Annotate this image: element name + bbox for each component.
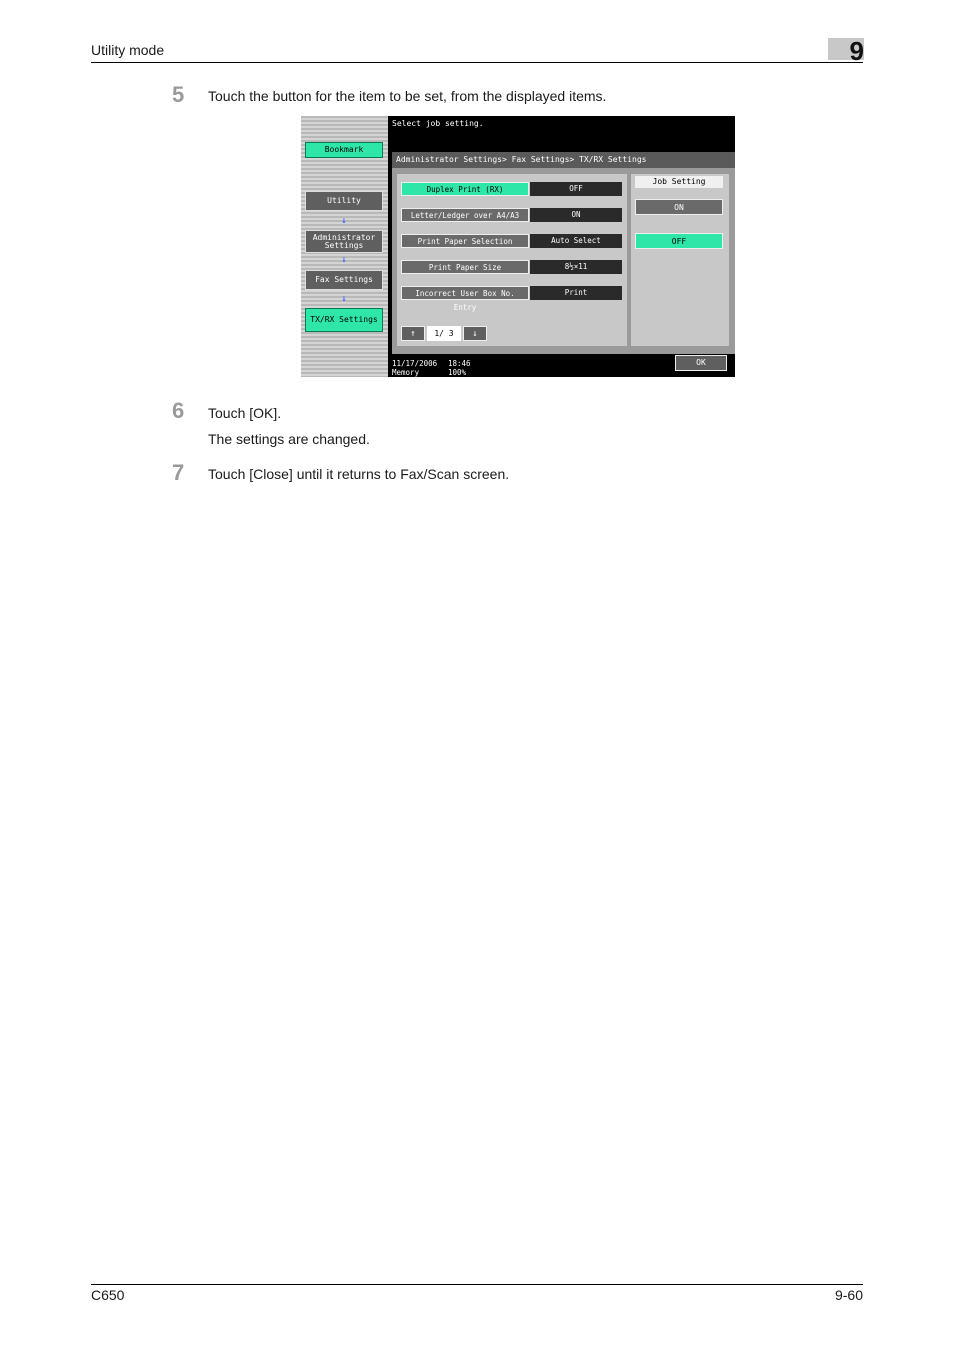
setting-duplex-print-button[interactable]: Duplex Print (RX) [401,182,529,196]
breadcrumb: Administrator Settings> Fax Settings> TX/RX Settings [392,152,735,168]
utility-button[interactable]: Utility [305,191,383,211]
step-text: Touch [OK]. [208,405,282,421]
setting-value: Print [530,286,622,300]
bookmark-button[interactable]: Bookmark [305,142,383,158]
step-number: 6 [172,398,185,423]
header-rule [91,62,863,63]
setting-incorrect-user-box-button[interactable]: Incorrect User Box No. Entry [401,286,529,300]
status-date [392,359,437,377]
step-text: Touch the button for the item to be set, from the displayed items. [208,88,607,104]
setting-value: OFF [530,182,622,196]
setting-print-paper-size-button[interactable]: Print Paper Size [401,260,529,274]
memory-value: 100% [448,368,467,377]
on-button[interactable]: ON [635,199,723,215]
job-setting-title: Job Setting [635,176,723,188]
step-number: 7 [172,460,185,485]
down-arrow-icon: ↓ [341,216,347,226]
running-header: Utility mode [91,42,165,58]
footer-page-number: 9-60 [834,1287,863,1303]
setting-print-paper-selection-button[interactable]: Print Paper Selection [401,234,529,248]
step-note: The settings are changed. [208,431,370,447]
page-indicator: 1/ 3 [427,326,461,341]
status-time [448,359,471,377]
setting-value: Auto Select [530,234,622,248]
control-panel-screenshot [301,116,735,377]
memory-label: Memory [392,368,420,377]
setting-value: 8½×11 [530,260,622,274]
down-arrow-icon: ↓ [341,294,347,304]
administrator-settings-button[interactable]: Administrator Settings [305,230,383,253]
step-text: Touch [Close] until it returns to Fax/Scan screen. [208,466,510,482]
fax-settings-button[interactable]: Fax Settings [305,270,383,290]
time-text: 18:46 [448,359,471,368]
footer-rule [91,1284,863,1285]
left-nav-panel [301,116,388,377]
footer-model: C650 [91,1287,125,1303]
tx-rx-settings-button[interactable]: TX/RX Settings [305,308,383,332]
ok-button[interactable]: OK [675,355,727,371]
setting-letter-ledger-button[interactable]: Letter/Ledger over A4/A3 [401,208,529,222]
screen-message: Select job setting. [392,119,484,128]
down-arrow-icon: ↓ [341,255,347,265]
page-up-button[interactable]: ↑ [401,326,425,341]
chapter-number: 9 [849,36,864,66]
setting-value: ON [530,208,622,222]
page-down-button[interactable]: ↓ [463,326,487,341]
off-button[interactable]: OFF [635,233,723,249]
date-text: 11/17/2006 [392,359,438,368]
step-number: 5 [172,82,185,107]
